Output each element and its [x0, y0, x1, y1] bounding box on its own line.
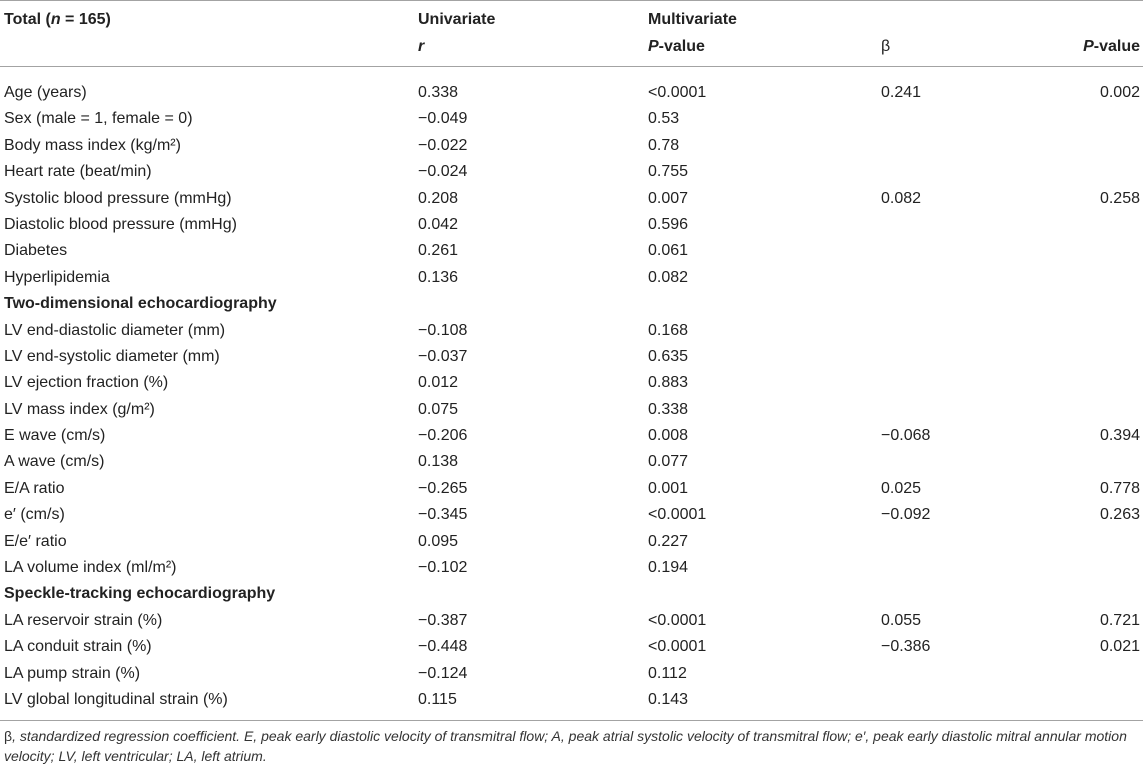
- beta-p-value: [1066, 159, 1143, 185]
- univariate-r-value: −0.108: [418, 321, 468, 339]
- multivariate-p-value: 0.061: [648, 242, 689, 260]
- multivariate-p-value: 0.143: [648, 690, 689, 708]
- beta-coefficient: [881, 212, 1066, 238]
- table-footnote: [4, 726, 1141, 766]
- bottom-rule: [0, 720, 1143, 721]
- beta-coefficient: [881, 238, 1066, 264]
- table-row: [0, 370, 1143, 396]
- beta-p-value: [1066, 106, 1143, 132]
- beta-column-heading: β: [881, 38, 891, 55]
- row-label: Age (years): [4, 84, 87, 101]
- beta-p-value: [1066, 318, 1143, 344]
- row-label: A wave (cm/s): [4, 453, 105, 471]
- univariate-r-value: −0.049: [418, 110, 468, 128]
- header-group-row: [0, 10, 1143, 30]
- row-label: LA pump strain (%): [4, 664, 141, 682]
- beta-symbol: β: [4, 728, 13, 744]
- beta-coefficient: [881, 661, 1066, 687]
- beta-p-value: [1066, 555, 1143, 581]
- table-row: [0, 476, 1143, 502]
- multivariate-p-value: 0.082: [648, 268, 689, 286]
- beta-coefficient: 0.082: [881, 189, 922, 207]
- multivariate-p-value: 0.596: [648, 215, 689, 233]
- multivariate-p-value: <0.0001: [648, 84, 707, 101]
- table-row: [0, 344, 1143, 370]
- row-label: Diabetes: [4, 242, 68, 260]
- univariate-r-value: 0.042: [418, 215, 459, 233]
- beta-coefficient: −0.092: [881, 506, 931, 524]
- total-label: Total (: [4, 11, 51, 28]
- multivariate-p-value: <0.0001: [648, 506, 707, 524]
- table-row: [0, 186, 1143, 212]
- univariate-r-value: −0.124: [418, 664, 468, 682]
- table-row: [0, 238, 1143, 264]
- multivariate-p-value: 0.007: [648, 189, 689, 207]
- beta-p-value: 0.002: [1099, 84, 1140, 101]
- univariate-r-value: 0.012: [418, 374, 459, 392]
- univariate-r-value: −0.448: [418, 638, 468, 656]
- beta-coefficient: [881, 555, 1066, 581]
- univariate-r-value: −0.265: [418, 479, 468, 497]
- beta-p-value: [1066, 238, 1143, 264]
- table-row: [0, 265, 1143, 291]
- p-value-suffix: -value: [658, 38, 705, 55]
- beta-p-value: 0.263: [1099, 506, 1140, 524]
- beta-p-value: [1066, 370, 1143, 396]
- beta-coefficient: 0.241: [881, 84, 922, 101]
- beta-p-value: [1066, 212, 1143, 238]
- p-symbol: P: [1083, 38, 1094, 55]
- table-row: [0, 212, 1143, 238]
- table-row: [0, 397, 1143, 423]
- multivariate-p-value: 0.194: [648, 559, 689, 577]
- univariate-r-value: −0.037: [418, 347, 468, 365]
- multivariate-p-value: 0.78: [648, 136, 680, 154]
- r-column-heading: r: [418, 38, 425, 55]
- row-label: LA conduit strain (%): [4, 638, 152, 656]
- table-row: [0, 423, 1143, 449]
- beta-p-value: [1066, 687, 1143, 713]
- beta-coefficient: 0.055: [881, 611, 922, 629]
- univariate-r-value: 0.136: [418, 268, 459, 286]
- table-row: [0, 529, 1143, 555]
- section-title: Two-dimensional echocardiography: [4, 295, 277, 313]
- table-row: [0, 608, 1143, 634]
- multivariate-p-value: 0.227: [648, 532, 689, 550]
- univariate-r-value: 0.075: [418, 400, 459, 418]
- empty-heading-cell: [4, 37, 418, 57]
- beta-coefficient: [881, 449, 1066, 475]
- row-label: LV end-diastolic diameter (mm): [4, 321, 226, 339]
- multivariate-p-value: <0.0001: [648, 611, 707, 629]
- table-body: [0, 80, 1143, 713]
- table-row: [0, 449, 1143, 475]
- row-label: E/e′ ratio: [4, 532, 67, 550]
- section-title: Speckle-tracking echocardiography: [4, 585, 276, 603]
- beta-p-value: [1066, 661, 1143, 687]
- beta-p-value-column-heading: [1066, 37, 1143, 57]
- row-label: LV mass index (g/m²): [4, 400, 155, 418]
- beta-coefficient: [881, 159, 1066, 185]
- univariate-r-value: −0.387: [418, 611, 468, 629]
- row-label: Diastolic blood pressure (mmHg): [4, 215, 237, 233]
- univariate-r-value: 0.138: [418, 453, 459, 471]
- header-column-row: [0, 37, 1143, 57]
- beta-coefficient: [881, 687, 1066, 713]
- multivariate-p-value: 0.112: [648, 664, 687, 682]
- beta-coefficient: [881, 133, 1066, 159]
- row-label: LV global longitudinal strain (%): [4, 690, 228, 708]
- univariate-r-value: −0.345: [418, 506, 468, 524]
- beta-p-value: [1066, 133, 1143, 159]
- section-header-row: [0, 291, 1143, 317]
- multivariate-p-value: 0.883: [648, 374, 689, 392]
- multivariate-p-value: 0.077: [648, 453, 689, 471]
- row-label: E wave (cm/s): [4, 427, 106, 445]
- total-sample-heading: [4, 10, 418, 30]
- beta-p-value: [1066, 344, 1143, 370]
- beta-coefficient: 0.025: [881, 479, 922, 497]
- univariate-r-value: 0.261: [418, 242, 459, 260]
- n-symbol: n: [50, 11, 61, 28]
- table-row: [0, 318, 1143, 344]
- beta-p-value: [1066, 265, 1143, 291]
- table-row: [0, 159, 1143, 185]
- beta-p-value: 0.394: [1099, 427, 1140, 445]
- univariate-r-value: −0.022: [418, 136, 468, 154]
- beta-p-value: [1066, 449, 1143, 475]
- footnote-text: , standardized regression coefficient. E, peak early diastolic velocity of transmitral flow; A, peak atrial systolic velocity of transmitral flow; e′, peak early diastolic mitral annular motion velocity; LV, left ventricular; LA, left atrium.: [4, 728, 1127, 764]
- beta-coefficient: [881, 344, 1066, 370]
- beta-coefficient: [881, 397, 1066, 423]
- table-row: [0, 106, 1143, 132]
- beta-p-value: 0.778: [1099, 479, 1140, 497]
- row-label: LA volume index (ml/m²): [4, 559, 177, 577]
- header-rule: [0, 66, 1143, 67]
- p-symbol: P: [648, 38, 659, 55]
- row-label: LV end-systolic diameter (mm): [4, 347, 220, 365]
- multivariate-p-value: 0.168: [648, 321, 689, 339]
- multivariate-p-value: 0.53: [648, 110, 680, 128]
- row-label: e′ (cm/s): [4, 506, 65, 524]
- beta-p-value: 0.721: [1099, 611, 1140, 629]
- univariate-r-value: 0.115: [418, 690, 457, 708]
- multivariate-p-value: 0.008: [648, 427, 689, 445]
- row-label: Sex (male = 1, female = 0): [4, 110, 193, 128]
- multivariate-p-value: 0.755: [648, 163, 689, 181]
- beta-coefficient: [881, 106, 1066, 132]
- univariate-r-value: −0.206: [418, 427, 468, 445]
- univariate-r-value: 0.208: [418, 189, 459, 207]
- beta-coefficient: [881, 265, 1066, 291]
- row-label: Hyperlipidemia: [4, 268, 110, 286]
- beta-coefficient: [881, 370, 1066, 396]
- beta-p-value: 0.021: [1099, 638, 1140, 656]
- row-label: Systolic blood pressure (mmHg): [4, 189, 232, 207]
- section-header-row: [0, 581, 1143, 607]
- table-row: [0, 133, 1143, 159]
- beta-p-value: [1066, 397, 1143, 423]
- row-label: LA reservoir strain (%): [4, 611, 163, 629]
- total-count: = 165): [60, 11, 111, 28]
- multivariate-p-value: 0.001: [648, 479, 689, 497]
- table-row: [0, 80, 1143, 106]
- multivariate-heading: Multivariate: [648, 11, 737, 28]
- univariate-heading: Univariate: [418, 11, 496, 28]
- row-label: LV ejection fraction (%): [4, 374, 169, 392]
- table-header: [0, 1, 1143, 66]
- multivariate-p-value: 0.338: [648, 400, 689, 418]
- multivariate-p-value: 0.635: [648, 347, 689, 365]
- beta-p-value: [1066, 529, 1143, 555]
- multivariate-p-value: <0.0001: [648, 638, 707, 656]
- univariate-r-value: −0.102: [418, 559, 468, 577]
- beta-coefficient: −0.068: [881, 427, 931, 445]
- univariate-r-value: 0.095: [418, 532, 459, 550]
- univariate-r-value: 0.338: [418, 84, 459, 101]
- beta-coefficient: [881, 529, 1066, 555]
- table-row: [0, 661, 1143, 687]
- beta-coefficient: [881, 318, 1066, 344]
- row-label: Body mass index (kg/m²): [4, 136, 181, 154]
- beta-coefficient: −0.386: [881, 638, 931, 656]
- row-label: E/A ratio: [4, 479, 65, 497]
- row-label: Heart rate (beat/min): [4, 163, 152, 181]
- univariate-r-value: −0.024: [418, 163, 468, 181]
- table-row: [0, 687, 1143, 713]
- table-row: [0, 555, 1143, 581]
- table-row: [0, 502, 1143, 528]
- p-value-column-heading: [648, 37, 881, 57]
- beta-p-value: 0.258: [1099, 189, 1140, 207]
- p-value-suffix: -value: [1093, 38, 1140, 55]
- table-row: [0, 634, 1143, 660]
